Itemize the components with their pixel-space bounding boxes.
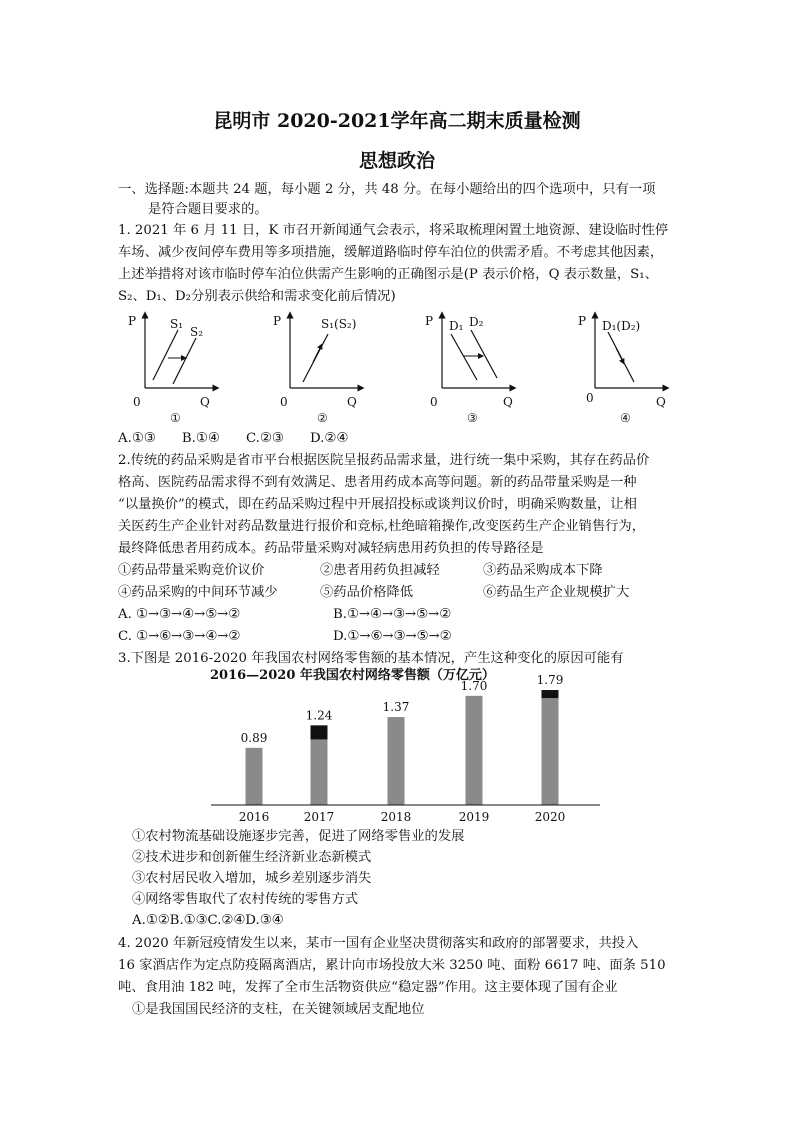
q1-option-b[interactable]: B.①④ — [181, 431, 220, 446]
q4-item-1: ①是我国国民经济的支柱，在关键领域居支配地位 — [132, 1002, 425, 1017]
q4-stem-line3: 吨、食用油 182 吨，发挥了全市生活物资供应“稳定器”作用。这主要体现了国有企业 — [118, 980, 618, 995]
data-label-2018: 1.37 — [382, 700, 410, 715]
bar-2016 — [246, 748, 263, 805]
q4-stem-line1: 4. 2020 年新冠疫情发生以来，某市一国有企业坚决贯彻落实和政府的部署要求，共投入 — [118, 936, 639, 951]
axis-p-label: P — [425, 314, 434, 328]
q3-item-4: ④网络零售取代了农村传统的零售方式 — [132, 892, 359, 907]
bar-2020 — [542, 690, 559, 805]
q2-item-5: ⑤药品价格降低 — [320, 585, 414, 600]
q1-option-a[interactable]: A.①③ — [118, 431, 156, 446]
curve-s2 — [173, 338, 196, 384]
supply-demand-graph-1 — [128, 310, 228, 432]
axis-q-label: Q — [200, 395, 210, 409]
origin-label: 0 — [133, 395, 141, 409]
x-tick-2018: 2018 — [380, 810, 412, 824]
x-tick-2020: 2020 — [534, 810, 566, 824]
curve1-label: D₁ — [449, 319, 464, 333]
q2-stem-line3: “以量换价”的模式，即在药品采购过程中开展招投标或谈判议价时，明确采购数量，让相 — [118, 497, 637, 512]
axis-p-label: P — [128, 314, 137, 328]
q2-option-a[interactable]: A. ①→③→④→⑤→② — [118, 607, 241, 622]
section-instructions-line2: 是符合题目要求的。 — [148, 202, 268, 217]
chart-title: 2016—2020 年我国农村网络零售额（万亿元） — [210, 668, 495, 683]
graph-number: ② — [317, 411, 328, 425]
q2-item-4: ④药品采购的中间环节减少 — [118, 585, 278, 600]
origin-label: 0 — [430, 395, 438, 409]
axis-q-label: Q — [347, 395, 357, 409]
q3-stem: 3.下图是 2016-2020 年我国农村网络零售额的基本情况，产生这种变化的原因可能有 — [118, 651, 624, 666]
supply-demand-graph-2 — [273, 310, 373, 432]
supply-demand-graph-4 — [578, 310, 678, 432]
graph-number: ① — [170, 411, 181, 425]
origin-label: 0 — [586, 391, 594, 405]
q4-stem-line2: 16 家酒店作为定点防疫隔离酒店，累计向市场投放大米 3250 吨、面粉 6617 吨、面条 510 — [118, 958, 666, 973]
q1-stem-line4: S₂、D₁、D₂分别表示供给和需求变化前后情况) — [118, 289, 396, 304]
q2-option-b[interactable]: B.①→④→③→⑤→② — [333, 607, 452, 622]
x-tick-2017: 2017 — [303, 810, 335, 824]
q1-stem-line3: 上述举措将对该市临时停车泊位供需产生影响的正确图示是(P 表示价格，Q 表示数量，S₁、 — [118, 267, 658, 282]
q2-option-d[interactable]: D.①→⑥→③→⑤→② — [333, 629, 452, 644]
q1-stem-line1: 1. 2021 年 6 月 11 日，K 市召开新闻通气会表示，将采取梳理闲置土地资源、建设临时性停 — [118, 223, 669, 238]
rural-online-retail-bar-chart — [205, 663, 605, 828]
curve-d2 — [471, 330, 497, 378]
data-label-2016: 0.89 — [240, 730, 268, 745]
x-tick-2019: 2019 — [458, 810, 490, 824]
supply-demand-graph-3 — [425, 310, 525, 432]
q2-stem-line1: 2.传统的药品采购是省市平台根据医院呈报药品需求量，进行统一集中采购，其存在药品价 — [118, 453, 650, 468]
q2-option-c[interactable]: C. ①→⑥→③→④→② — [118, 629, 241, 644]
page-title: 昆明市 2020-2021学年高二期末质量检测 — [213, 110, 581, 132]
bar-cap-2017 — [311, 725, 328, 739]
q2-stem-line2: 格高、医院药品需求得不到有效满足、患者用药成本高等问题。新的药品带量采购是一种 — [118, 475, 637, 490]
q2-stem-line5: 最终降低患者用药成本。药品带量采购对减轻病患用药负担的传导路径是 — [118, 541, 544, 556]
data-label-2019: 1.70 — [460, 678, 488, 693]
q1-option-c[interactable]: C.②③ — [245, 431, 284, 446]
axis-q-label: Q — [503, 395, 513, 409]
data-label-2020: 1.79 — [536, 673, 564, 688]
q1-options — [118, 430, 348, 448]
curve1-label: S₁ — [170, 317, 184, 331]
move-arrow — [313, 346, 321, 362]
bar-2019 — [466, 696, 483, 805]
q3-item-1: ①农村物流基础设施逐步完善，促进了网络零售业的发展 — [132, 829, 465, 844]
q2-item-2: ②患者用药负担减轻 — [320, 563, 440, 578]
axis-p-label: P — [578, 314, 587, 328]
bar-cap-2020 — [542, 690, 559, 698]
graph-number: ③ — [467, 411, 478, 425]
origin-label: 0 — [280, 395, 288, 409]
q3-item-3: ③农村居民收入增加，城乡差别逐步消失 — [132, 871, 372, 886]
axis-q-label: Q — [656, 395, 666, 409]
graph-number: ④ — [620, 411, 631, 425]
data-label-2017: 1.24 — [305, 708, 333, 723]
q2-stem-line4: 关医药生产企业针对药品数量进行报价和竞标,杜绝暗箱操作,改变医药生产企业销售行为， — [118, 519, 646, 534]
q2-item-6: ⑥药品生产企业规模扩大 — [483, 585, 630, 600]
q3-options[interactable]: A.①②B.①③C.②④D.③④ — [132, 913, 284, 928]
curve1-label: D₁(D₂) — [602, 319, 641, 333]
q1-option-d[interactable]: D.②④ — [310, 431, 349, 446]
q2-item-1: ①药品带量采购竞价议价 — [118, 563, 265, 578]
x-tick-2016: 2016 — [238, 810, 270, 824]
q2-item-3: ③药品采购成本下降 — [483, 563, 603, 578]
curve1-label: S₁(S₂) — [321, 317, 357, 331]
curve2-label: S₂ — [190, 325, 204, 339]
axis-p-label: P — [273, 314, 282, 328]
curve-s1 — [153, 330, 178, 380]
section-instructions-line1: 一、选择题:本题共 24 题，每小题 2 分，共 48 分。在每小题给出的四个选项中，只有一项 — [118, 182, 656, 197]
q1-stem-line2: 车场、减少夜间停车费用等多项措施，缓解道路临时停车泊位的供需矛盾。不考虑其他因素， — [118, 245, 664, 260]
subject-title: 思想政治 — [358, 150, 435, 172]
bar-2018 — [388, 717, 405, 805]
curve-d1 — [451, 334, 477, 380]
curve2-label: D₂ — [469, 315, 484, 329]
move-arrow — [616, 348, 623, 362]
q3-item-2: ②技术进步和创新催生经济新业态新模式 — [132, 850, 372, 865]
